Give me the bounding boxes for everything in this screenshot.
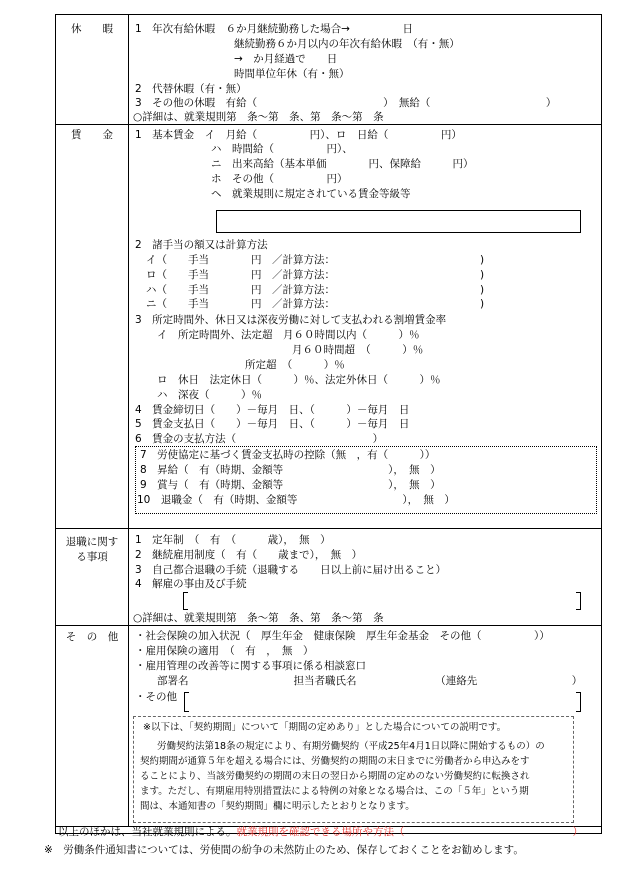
note-line-6: 間は、本通知書の「契約期間」欄に明示したとおりとなります。 xyxy=(140,801,415,812)
wage-line-3d: ロ 休日 法定休日（ ）％、法定外休日（ ）％ xyxy=(157,374,441,386)
wage-line-7: 7 労使協定に基づく賃金支払時の控除（無 ，有（ ）） xyxy=(140,449,436,461)
other-line-2: ・雇用保険の適用 （ 有 ， 無 ） xyxy=(135,645,314,657)
note-line-2: 労働契約法第18条の規定により、有期労働契約（平成25年4月1日以降に開始するもの）の xyxy=(157,741,545,752)
retire-line-3: 3 自己都合退職の手続（退職する 日以上前に届け出ること） xyxy=(135,564,447,576)
note-line-5: ます。ただし、有期雇用特別措置法による特例の対象となる場合は、この「５年」という期 xyxy=(140,786,529,797)
wage-line-2: 2 諸手当の額又は計算方法 xyxy=(135,239,268,251)
footer-note: ※ 労働条件通知書については、労使間の紛争の未然防止のため、保存しておくことをお勧めします。 xyxy=(44,844,524,856)
bracket-right xyxy=(576,692,581,712)
wage-line-3: 3 所定時間外、休日又は深夜労働に対して支払われる割増賃金率 xyxy=(135,314,447,326)
retire-detail: ○詳細は、就業規則第 条～第 条、第 条～第 条 xyxy=(133,612,384,624)
vacation-line-3: 3 その他の休暇 有給（ ） 無給（ ） xyxy=(135,97,557,109)
allowance-close: ) xyxy=(480,284,485,296)
footer-red-text: 就業規則を確認できる場所や方法（ ） xyxy=(236,826,583,838)
vacation-line-2: 2 代替休暇（有・無） xyxy=(135,83,247,95)
wage-line-3a: イ 所定時間外、法定超 月６０時間以内（ ）％ xyxy=(157,329,420,341)
wage-line-he: ヘ 就業規則に規定されている賃金等級等 xyxy=(211,188,411,200)
retire-line-2: 2 継続雇用制度（ 有（ 歳まで）， 無 ） xyxy=(135,549,363,561)
column-divider xyxy=(128,14,129,826)
wage-line-3b: 月６０時間超 （ ）％ xyxy=(292,344,424,356)
allowance-i: イ（ 手当 円 ／計算方法： xyxy=(146,254,335,266)
section-label-vacation: 休 暇 xyxy=(71,23,113,35)
bracket-left xyxy=(184,692,189,712)
wage-line-6: 6 賃金の支払方法（ ） xyxy=(135,433,384,445)
row-divider xyxy=(55,625,602,626)
other-line-1: ・社会保険の加入状況（ 厚生年金 健康保険 厚生年金基金 その他（ ）） xyxy=(135,630,550,642)
note-line-1: ※以下は、「契約期間」について「期間の定めあり」とした場合についての説明です。 xyxy=(143,722,507,733)
wage-line-1: 1 基本賃金 イ 月給（ 円）、ロ 日給（ 円） xyxy=(135,129,462,141)
section-label-other: そ の 他 xyxy=(65,631,119,643)
wage-line-4: 4 賃金締切日（ ）－毎月 日、（ ）－毎月 日 xyxy=(135,404,410,416)
allowance-ro: ロ（ 手当 円 ／計算方法： xyxy=(146,269,335,281)
bracket-left xyxy=(183,592,188,610)
wage-grade-input[interactable] xyxy=(216,210,581,233)
section-label-retirement: 退職に関す xyxy=(65,536,119,548)
vacation-line-1b: 継続勤務６か月以内の年次有給休暇 （有・無） xyxy=(234,38,460,50)
section-label-wages: 賃 金 xyxy=(71,129,113,141)
row-divider xyxy=(55,528,602,529)
footer-main-text: 以上のほかは、当社就業規則による。 xyxy=(58,826,237,838)
allowance-close: ) xyxy=(480,254,485,266)
wage-line-8: 8 昇給（ 有（時期、金額等 ）， 無 ） xyxy=(140,464,441,476)
vacation-line-1d: 時間単位年休（有・無） xyxy=(234,68,350,80)
wage-line-3e: ハ 深夜（ ）％ xyxy=(157,389,262,401)
allowance-close: ) xyxy=(480,269,485,281)
retire-line-4: 4 解雇の事由及び手続 xyxy=(135,578,247,590)
other-line-3: ・雇用管理の改善等に関する事項に係る相談窓口 xyxy=(135,660,366,672)
wage-line-ni: ニ 出来高給（基本単価 円、保障給 円） xyxy=(211,158,474,170)
wage-line-5: 5 賃金支払日（ ）－毎月 日、（ ）－毎月 日 xyxy=(135,418,410,430)
allowance-ha: ハ（ 手当 円 ／計算方法： xyxy=(146,284,335,296)
note-line-4: ることにより、当該労働契約の期間の末日の翌日から期間の定めのない労働契約に転換され xyxy=(140,771,530,782)
other-line-4: 部署名 担当者職氏名 （連絡先 ） xyxy=(157,675,583,687)
section-label-retirement-2: る事項 xyxy=(76,551,108,563)
wage-line-ha: ハ 時間給（ 円）、 xyxy=(211,143,353,155)
retire-line-1: 1 定年制 （ 有 （ 歳）， 無 ） xyxy=(135,534,331,546)
wage-line-3c: 所定超 （ ）％ xyxy=(245,359,345,371)
row-divider xyxy=(55,124,602,125)
other-line-5: ・その他 xyxy=(135,691,177,703)
vacation-detail: ○詳細は、就業規則第 条～第 条、第 条～第 条 xyxy=(133,111,384,123)
wage-line-10: 10 退職金（ 有（時期、金額等 ）， 無 ） xyxy=(137,494,455,506)
wage-line-ho: ホ その他（ 円） xyxy=(211,173,348,185)
note-line-3: 契約期間が通算５年を超える場合には、労働契約の期間の末日までに労働者から申込みをす xyxy=(140,756,530,767)
vacation-line-1: 1 年次有給休暇 ６か月継続勤務した場合→ 日 xyxy=(135,23,413,35)
vacation-line-1c: → か月経過で 日 xyxy=(234,53,338,65)
allowance-close: ) xyxy=(480,298,485,310)
bracket-right xyxy=(576,592,581,610)
footer-rules xyxy=(58,825,583,839)
allowance-ni: ニ（ 手当 円 ／計算方法： xyxy=(146,298,335,310)
wage-line-9: 9 賞与（ 有（時期、金額等 ）， 無 ） xyxy=(140,479,441,491)
